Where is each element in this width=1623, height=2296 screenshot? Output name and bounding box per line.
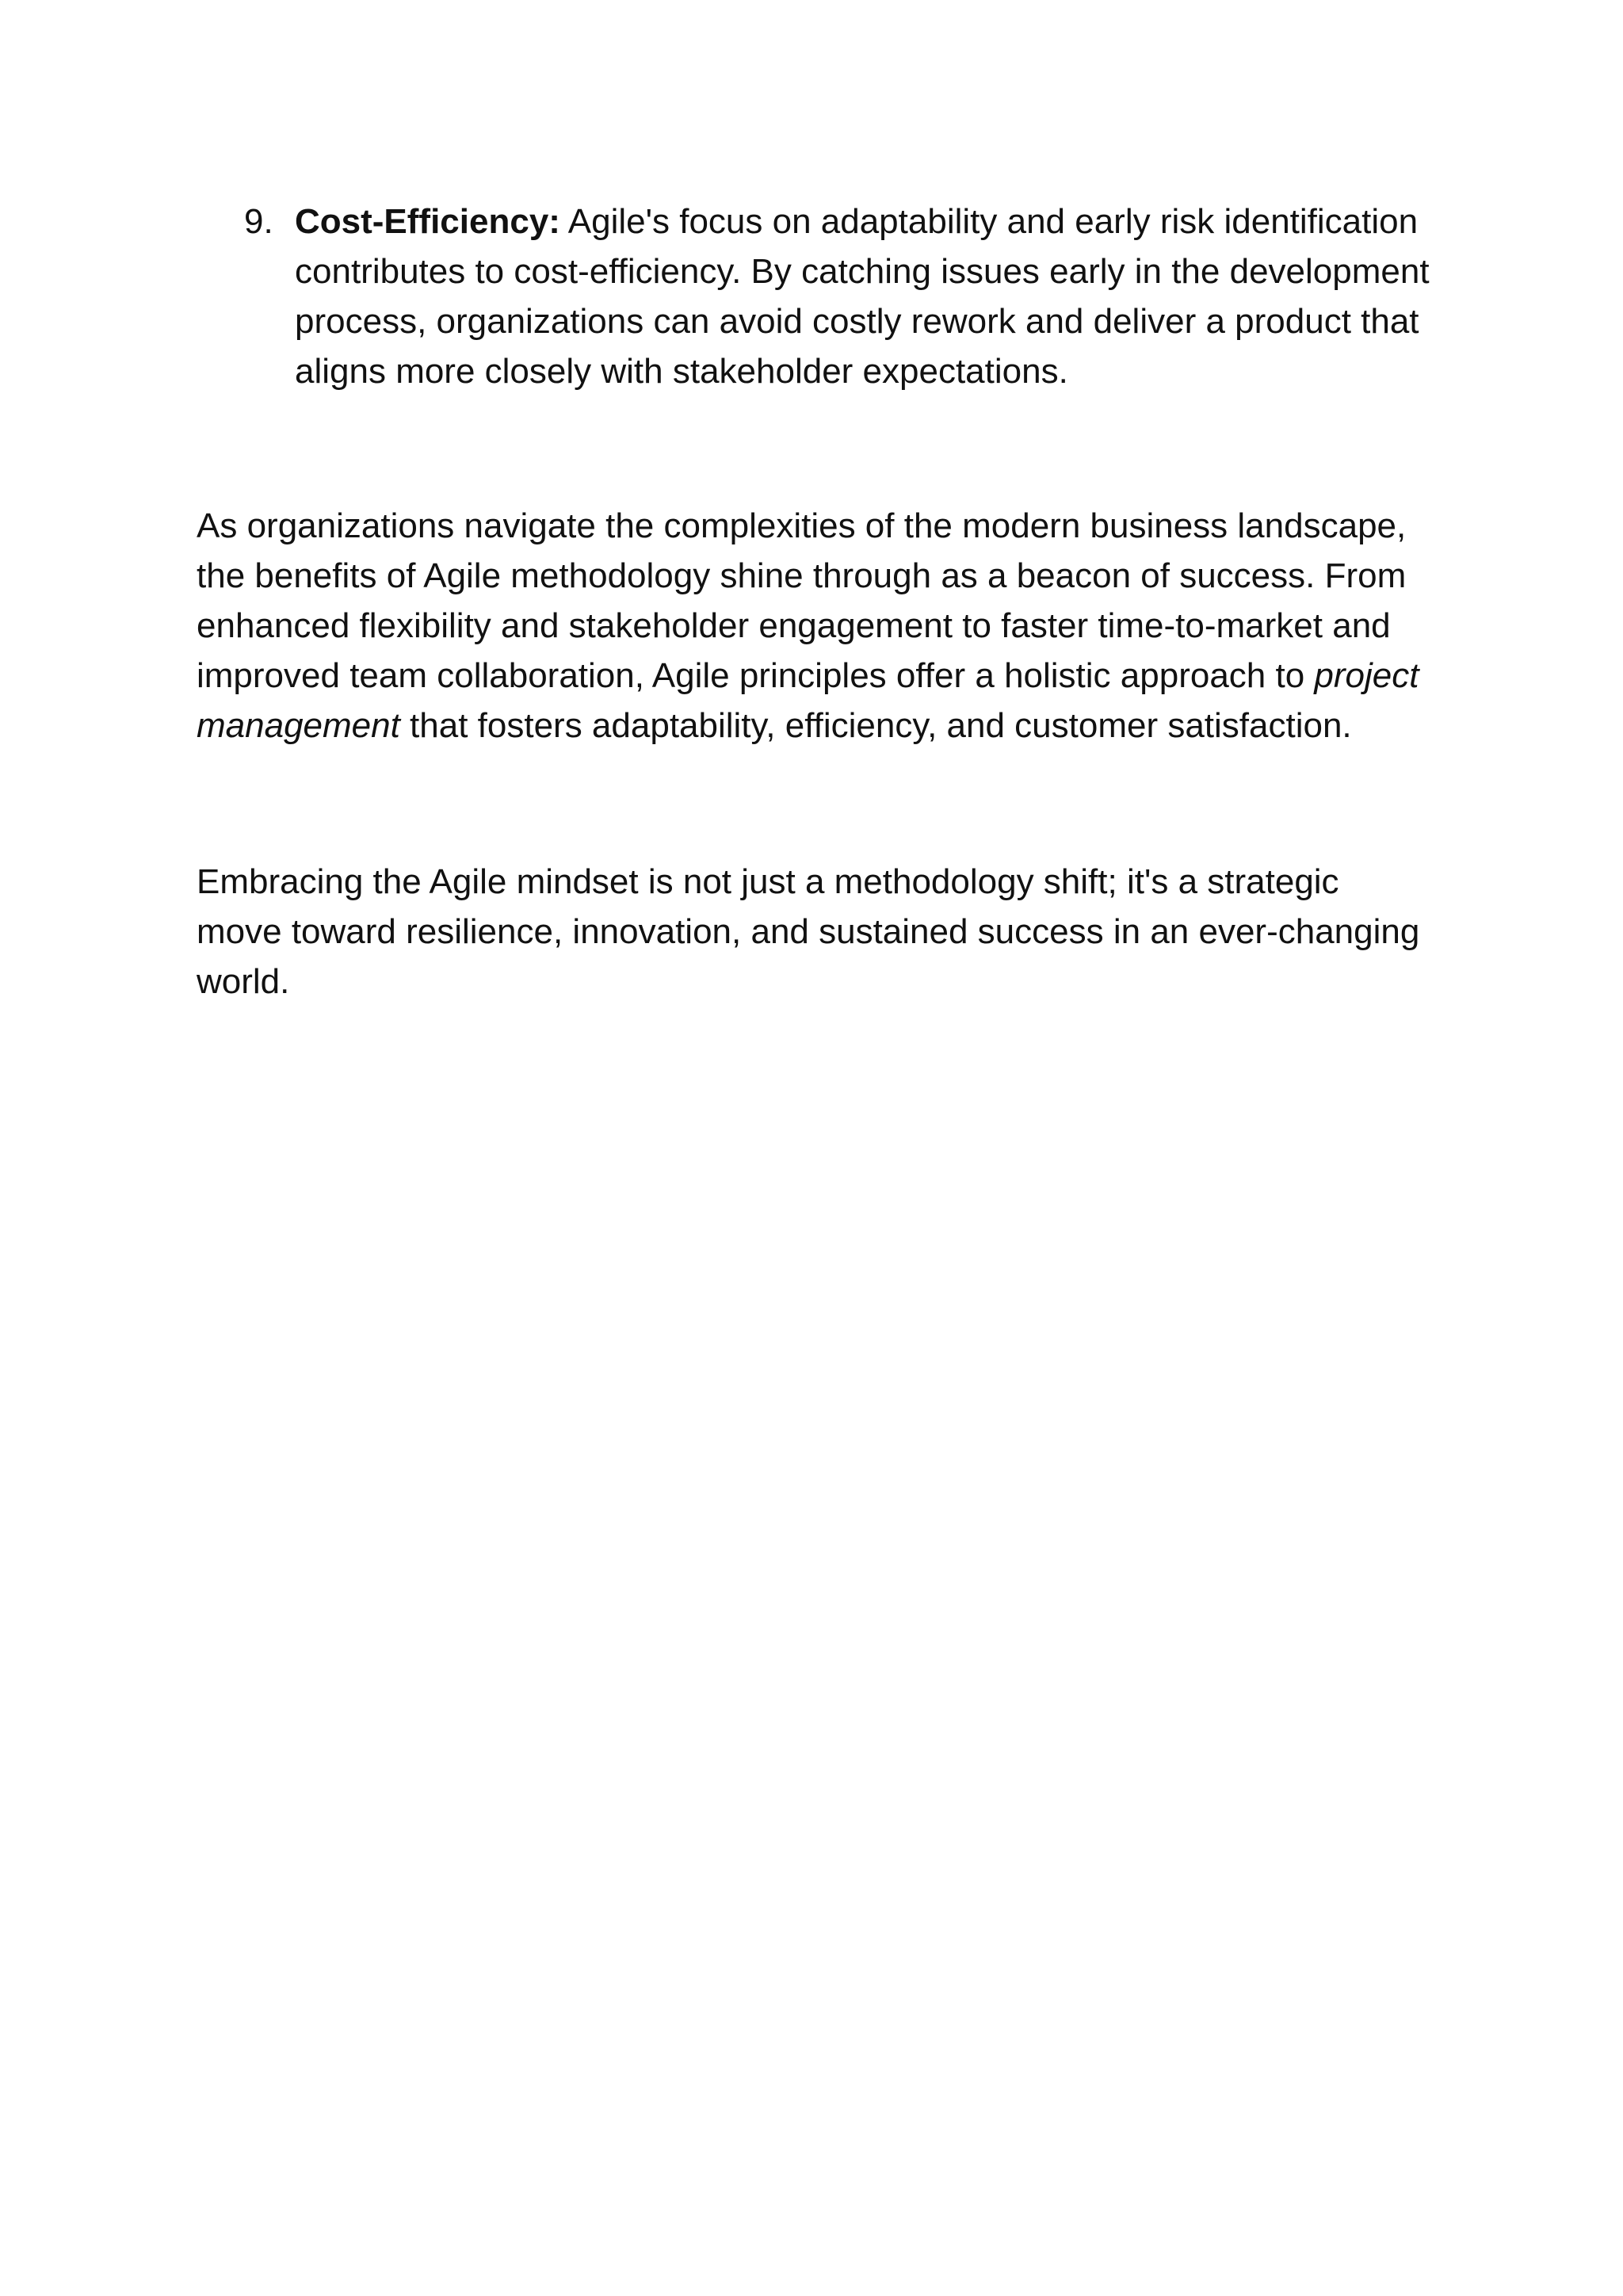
closing-paragraph [197, 857, 1433, 1007]
closing-paragraph-text: Embracing the Agile mindset is not just a methodology shift; it's a strategic move toward resilience, innovation, and sustained success in an ever-changing world. [197, 862, 1420, 1001]
paragraph-text-end: that fosters adaptability, efficiency, and customer satisfaction. [399, 706, 1352, 745]
conclusion-paragraph [197, 501, 1433, 751]
paragraph-text-start: As organizations navigate the complexities of the modern business landscape, the benefits of Agile methodology shine through as a beacon of success. From enhanced flexibility and stakeholder engagement to faster time-to-market and improved team collaboration, Agile principles offer a holistic approach to [197, 506, 1407, 695]
list-item-text: Agile's focus on adaptability and early risk identification contributes to cost-efficiency. By catching issues early in the development process, organizations can avoid costly rework and deliver a product that aligns more closely with stakeholder expectations. [295, 202, 1430, 391]
emphasized-phrase: project management [197, 656, 1419, 745]
list-item-term: Cost-Efficiency: [295, 202, 560, 241]
list-number: 9. [244, 202, 273, 241]
numbered-list-item [244, 197, 1433, 396]
list-item-body [295, 197, 1433, 396]
